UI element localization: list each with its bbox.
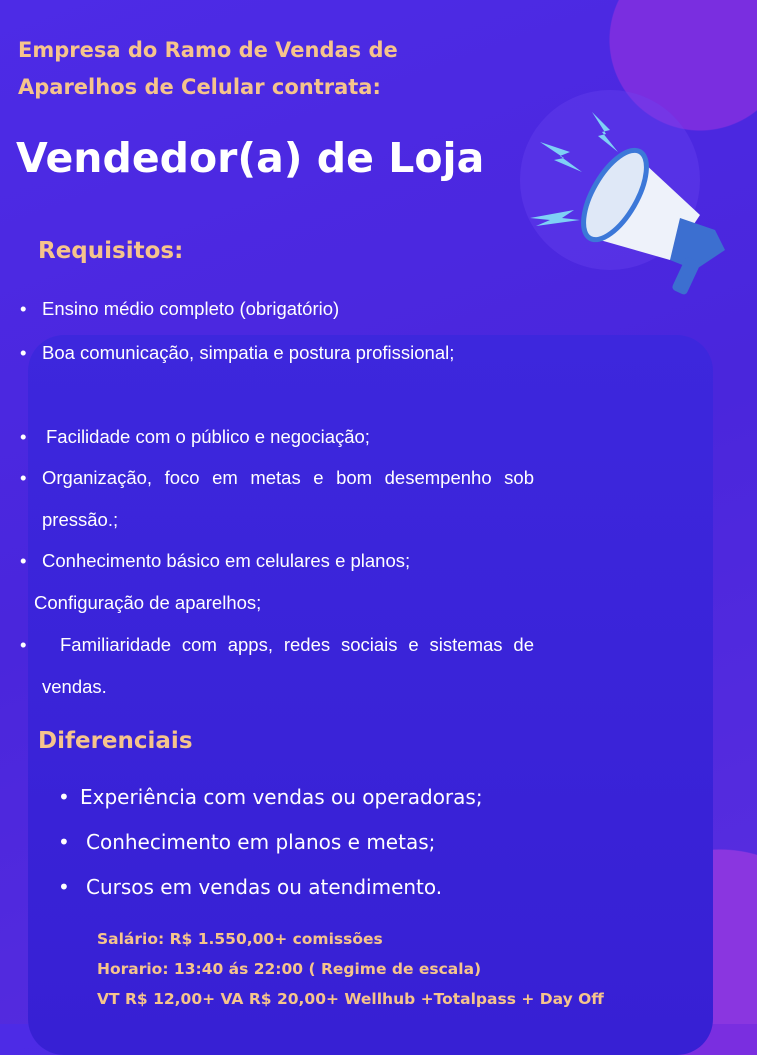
requisitos-heading: Requisitos: — [38, 238, 184, 264]
requisito-item: • Familiaridade com apps, redes sociais e sistemas de vendas. — [20, 624, 534, 708]
schedule-text: Horario: 13:40 ás 22:00 ( Regime de escala) — [97, 960, 482, 978]
salary-text: Salário: R$ 1.550,00+ comissões — [97, 930, 383, 948]
bullet-icon: • — [20, 467, 27, 488]
diferencial-item: • Experiência com vendas ou operadoras; — [58, 785, 483, 809]
company-header — [18, 32, 398, 106]
requisito-item: • Organização, foco em metas e bom desempenho sob pressão.; — [20, 457, 534, 541]
benefits-text: VT R$ 12,00+ VA R$ 20,00+ Wellhub +Totalpass + Day Off — [97, 990, 604, 1008]
bullet-icon: • — [20, 298, 27, 319]
diferencial-item: • Cursos em vendas ou atendimento. — [58, 875, 443, 899]
job-title: Vendedor(a) de Loja — [16, 134, 485, 182]
requisito-item: • Ensino médio completo (obrigatório) — [20, 288, 534, 330]
diferenciais-heading: Diferenciais — [38, 728, 193, 754]
header-line-2: Aparelhos de Celular contrata: — [18, 75, 381, 99]
bullet-icon: • — [20, 342, 27, 363]
header-line-1: Empresa do Ramo de Vendas de — [18, 38, 398, 62]
requisito-item: • Boa comunicação, simpatia e postura profissional; — [20, 332, 534, 374]
bullet-icon: • — [58, 875, 70, 899]
requisito-item: • Conhecimento básico em celulares e planos; — [20, 540, 534, 582]
bullet-icon: • — [20, 426, 27, 447]
diferencial-item: • Conhecimento em planos e metas; — [58, 830, 436, 854]
requisito-item: • Facilidade com o público e negociação; — [20, 416, 534, 458]
bullet-icon: • — [20, 634, 27, 655]
requisito-extra: Configuração de aparelhos; — [34, 592, 262, 613]
bullet-icon: • — [20, 550, 27, 571]
bullet-icon: • — [58, 785, 70, 809]
bullet-icon: • — [58, 830, 70, 854]
megaphone-icon — [530, 100, 740, 310]
